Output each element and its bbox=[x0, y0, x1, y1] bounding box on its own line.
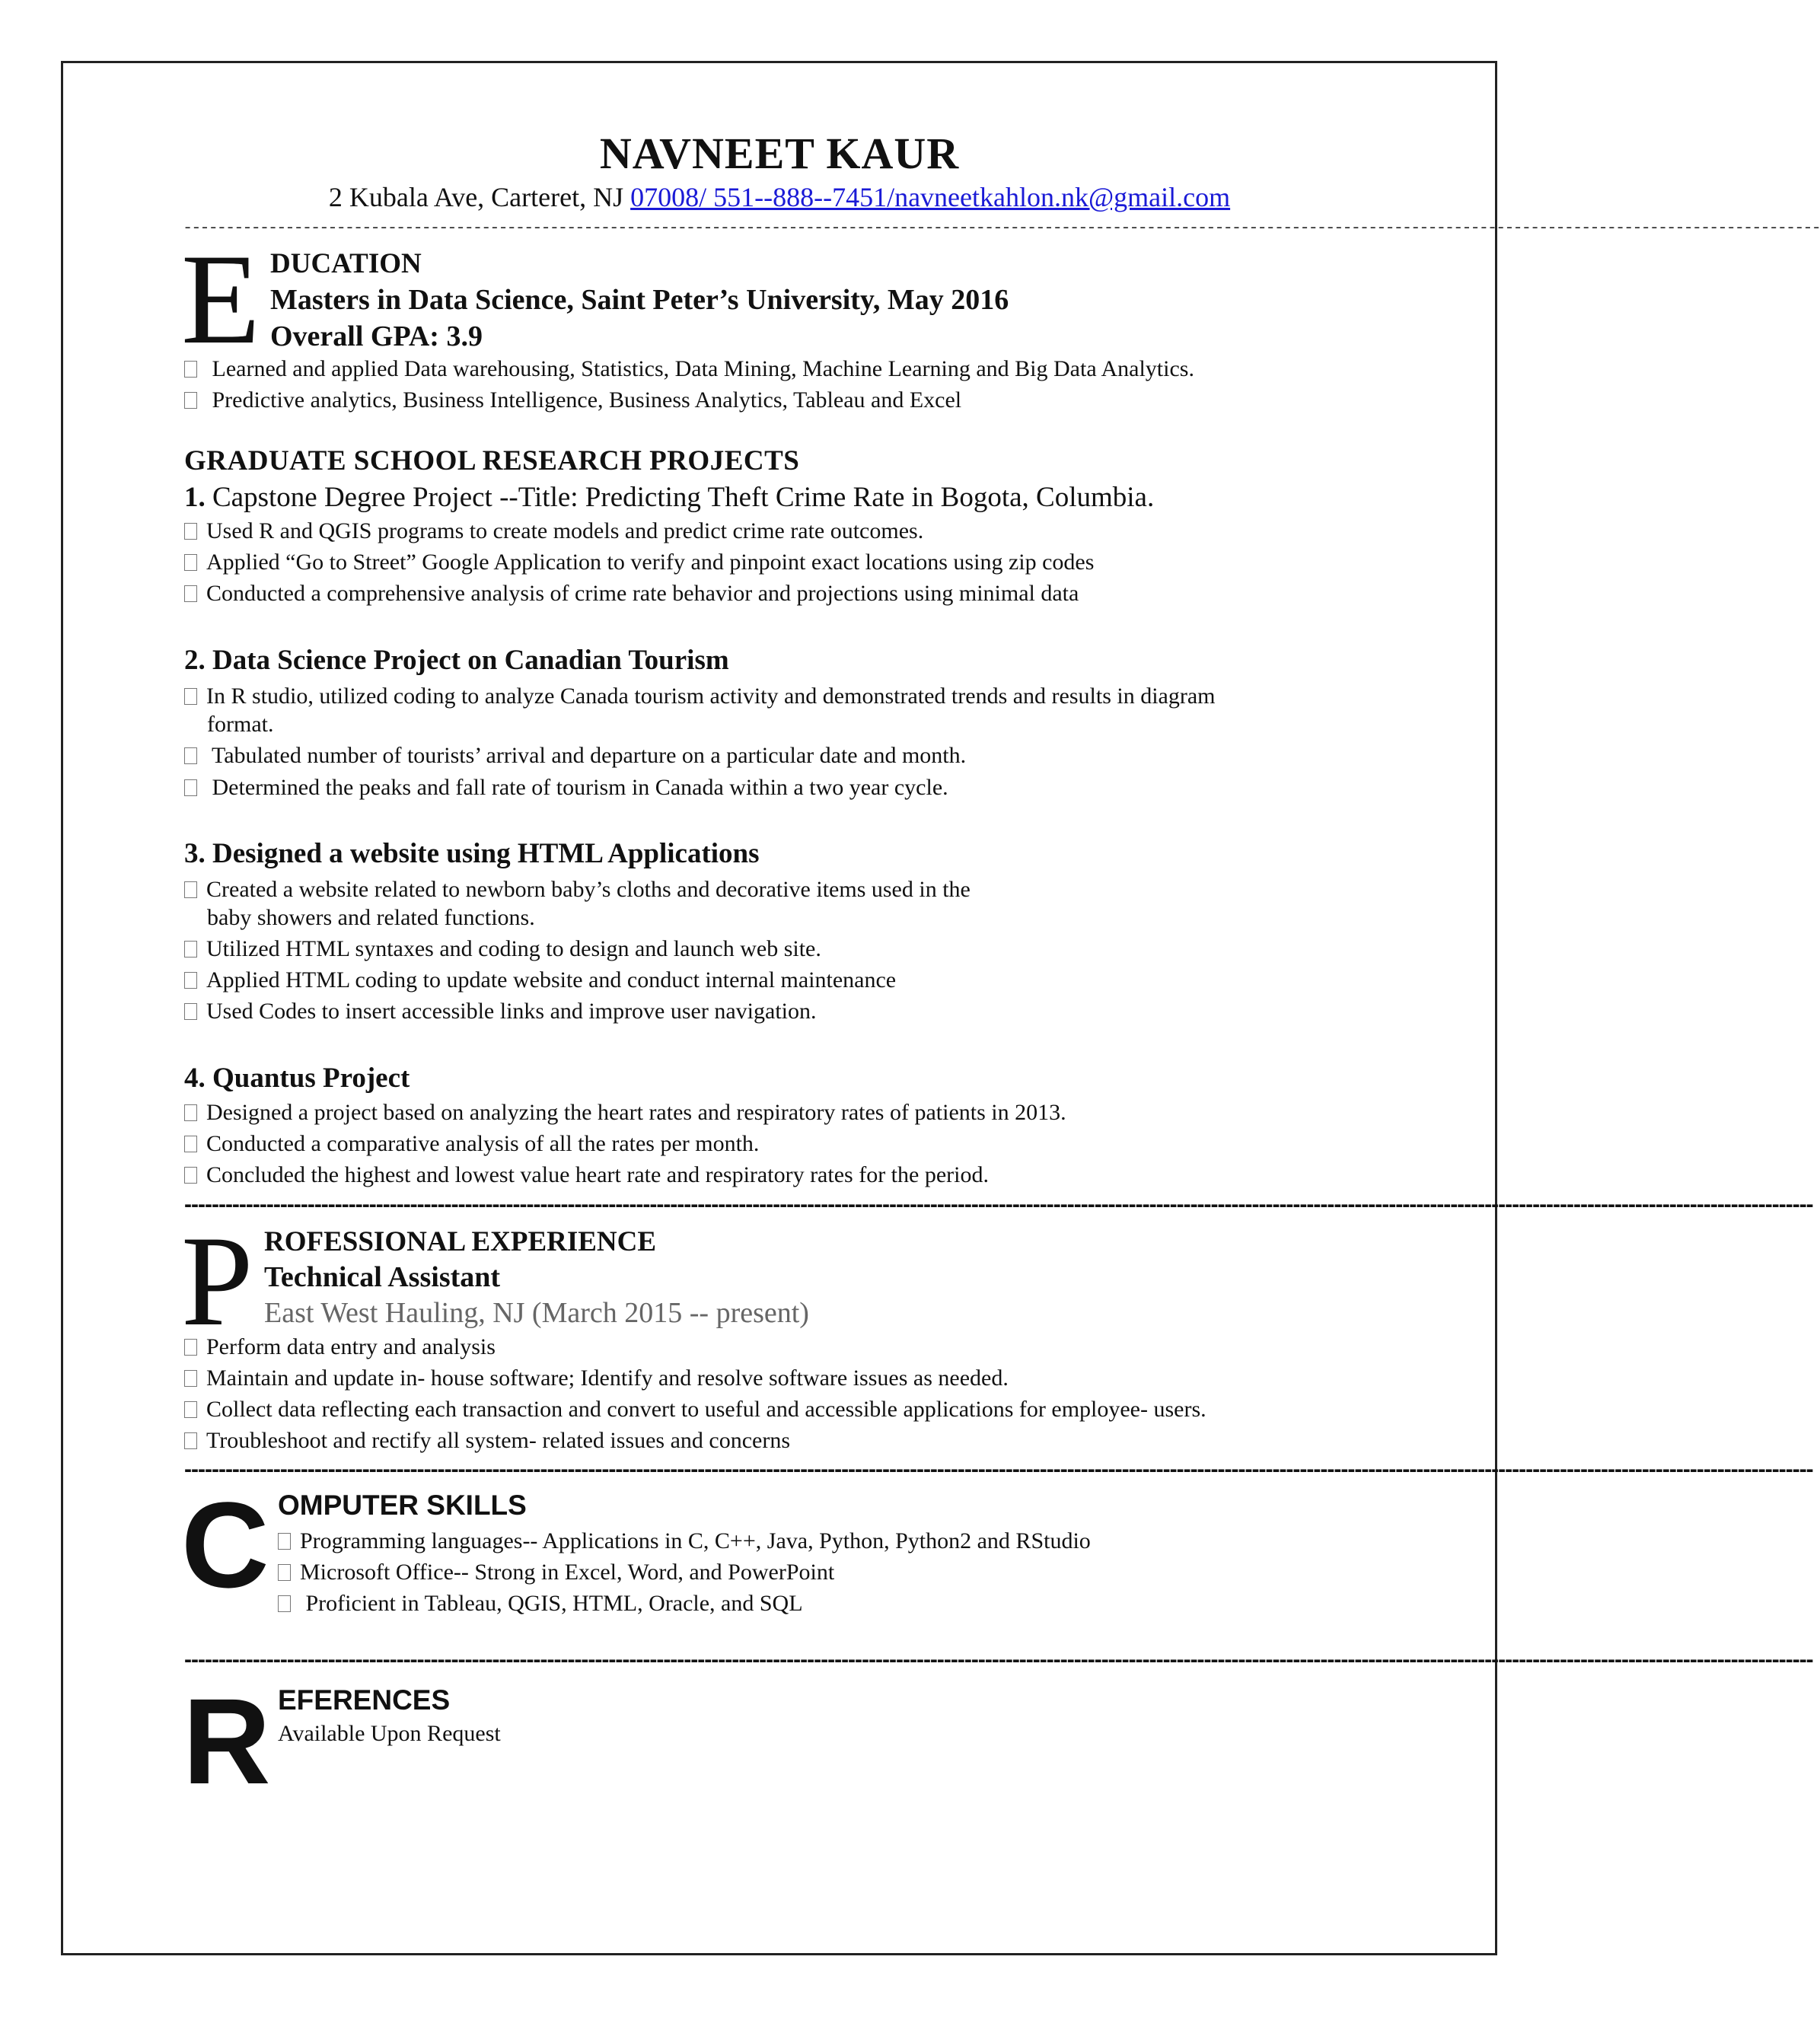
dropcap-p: P bbox=[181, 1209, 253, 1353]
project-4-title: 4. Quantus Project bbox=[184, 1063, 410, 1094]
list-item: Tabulated number of tourists’ arrival and departure on a particular date and month. bbox=[184, 743, 966, 769]
experience-role: Technical Assistant bbox=[264, 1261, 501, 1293]
bullet-icon bbox=[184, 1167, 197, 1184]
dropcap-e: E bbox=[181, 228, 260, 371]
bullet-icon bbox=[184, 1401, 197, 1418]
project-2-title: 2. Data Science Project on Canadian Tourism bbox=[184, 645, 729, 676]
project-1-title: 1. Capstone Degree Project --Title: Predicting Theft Crime Rate in Bogota, Columbia. bbox=[184, 482, 1155, 513]
list-item: Determined the peaks and fall rate of tourism in Canada within a two year cycle. bbox=[184, 775, 948, 801]
bullet-icon bbox=[184, 1136, 197, 1152]
bullet-icon bbox=[184, 1104, 197, 1121]
list-item: Applied HTML coding to update website and conduct internal maintenance bbox=[184, 967, 896, 993]
references-text: Available Upon Request bbox=[278, 1721, 501, 1746]
list-item: Used Codes to insert accessible links and improve user navigation. bbox=[184, 999, 817, 1024]
list-item: Proficient in Tableau, QGIS, HTML, Oracle, and SQL bbox=[278, 1591, 803, 1617]
divider-thin: ------------------------------------------------------------------------------------------------------------------------------------------------------------------------------------------------ bbox=[183, 218, 1820, 237]
bullet-icon bbox=[278, 1533, 291, 1550]
bullet-icon bbox=[184, 392, 197, 409]
bullet-icon bbox=[184, 688, 197, 705]
list-item: Utilized HTML syntaxes and coding to design and launch web site. bbox=[184, 936, 821, 962]
list-item-continued: format. bbox=[207, 712, 274, 737]
list-item: Concluded the highest and lowest value heart rate and respiratory rates for the period. bbox=[184, 1162, 989, 1188]
bullet-icon bbox=[184, 941, 197, 958]
list-item: Conducted a comprehensive analysis of crime rate behavior and projections using minimal data bbox=[184, 581, 1079, 607]
list-item: Troubleshoot and rectify all system- related issues and concerns bbox=[184, 1428, 790, 1454]
bullet-icon bbox=[278, 1595, 291, 1612]
list-item: Perform data entry and analysis bbox=[184, 1334, 496, 1360]
bullet-icon bbox=[278, 1564, 291, 1581]
skills-heading: OMPUTER SKILLS bbox=[278, 1490, 527, 1521]
list-item: In R studio, utilized coding to analyze Canada tourism activity and demonstrated trends and results in diagram bbox=[184, 683, 1216, 709]
bullet-icon bbox=[184, 779, 197, 796]
dropcap-r: R bbox=[183, 1673, 271, 1809]
bullet-icon bbox=[184, 585, 197, 602]
bullet-icon bbox=[184, 1370, 197, 1387]
project-3-title: 3. Designed a website using HTML Applications bbox=[184, 838, 760, 869]
bullet-icon bbox=[184, 881, 197, 898]
contact-link[interactable]: 07008/ 551--888--7451/navneetkahlon.nk@gmail.com bbox=[630, 182, 1231, 212]
candidate-name: NAVNEET KAUR bbox=[599, 129, 960, 178]
education-heading: DUCATION bbox=[270, 248, 422, 279]
divider-bold: ---------------------------------------------------------------------------------------------------------------------------------------------------------------------------------------------------------------------------------------------- bbox=[184, 1647, 1813, 1672]
list-item: Created a website related to newborn baby’s cloths and decorative items used in the bbox=[184, 877, 971, 903]
bullet-icon bbox=[184, 554, 197, 571]
references-heading: EFERENCES bbox=[278, 1684, 451, 1716]
bullet-icon bbox=[184, 523, 197, 540]
list-item: Applied “Go to Street” Google Application to verify and pinpoint exact locations using zip codes bbox=[184, 550, 1094, 575]
education-gpa: Overall GPA: 3.9 bbox=[270, 320, 483, 352]
list-item: Maintain and update in- house software; Identify and resolve software issues as needed. bbox=[184, 1365, 1009, 1391]
list-item: Predictive analytics, Business Intelligence, Business Analytics, Tableau and Excel bbox=[184, 387, 961, 413]
contact-line bbox=[0, 181, 1559, 213]
list-item: Learned and applied Data warehousing, Statistics, Data Mining, Machine Learning and Big Data Analytics. bbox=[184, 356, 1194, 382]
bullet-icon bbox=[184, 1339, 197, 1356]
list-item: Collect data reflecting each transaction and convert to useful and accessible applications for employee- users. bbox=[184, 1397, 1206, 1423]
list-item: Conducted a comparative analysis of all the rates per month. bbox=[184, 1131, 759, 1157]
address-text: 2 Kubala Ave, Carteret, NJ bbox=[328, 182, 631, 212]
bullet-icon bbox=[184, 361, 197, 378]
bullet-icon bbox=[184, 1003, 197, 1020]
list-item-continued: baby showers and related functions. bbox=[207, 905, 535, 930]
list-item: Programming languages-- Applications in C, C++, Java, Python, Python2 and RStudio bbox=[278, 1528, 1091, 1554]
divider-bold: ---------------------------------------------------------------------------------------------------------------------------------------------------------------------------------------------------------------------------------------------- bbox=[184, 1192, 1813, 1217]
bullet-icon bbox=[184, 1432, 197, 1449]
experience-heading: ROFESSIONAL EXPERIENCE bbox=[264, 1226, 657, 1257]
research-heading: GRADUATE SCHOOL RESEARCH PROJECTS bbox=[184, 445, 800, 476]
divider-bold: ---------------------------------------------------------------------------------------------------------------------------------------------------------------------------------------------------------------------------------------------- bbox=[184, 1457, 1813, 1482]
dropcap-c: C bbox=[181, 1477, 269, 1613]
list-item: Designed a project based on analyzing the heart rates and respiratory rates of patients in 2013. bbox=[184, 1100, 1066, 1126]
education-degree: Masters in Data Science, Saint Peter’s University, May 2016 bbox=[270, 284, 1009, 316]
experience-company: East West Hauling, NJ (March 2015 -- present) bbox=[264, 1297, 809, 1329]
list-item: Used R and QGIS programs to create models and predict crime rate outcomes. bbox=[184, 518, 923, 544]
bullet-icon bbox=[184, 972, 197, 989]
bullet-icon bbox=[184, 747, 197, 764]
list-item: Microsoft Office-- Strong in Excel, Word, and PowerPoint bbox=[278, 1560, 834, 1585]
